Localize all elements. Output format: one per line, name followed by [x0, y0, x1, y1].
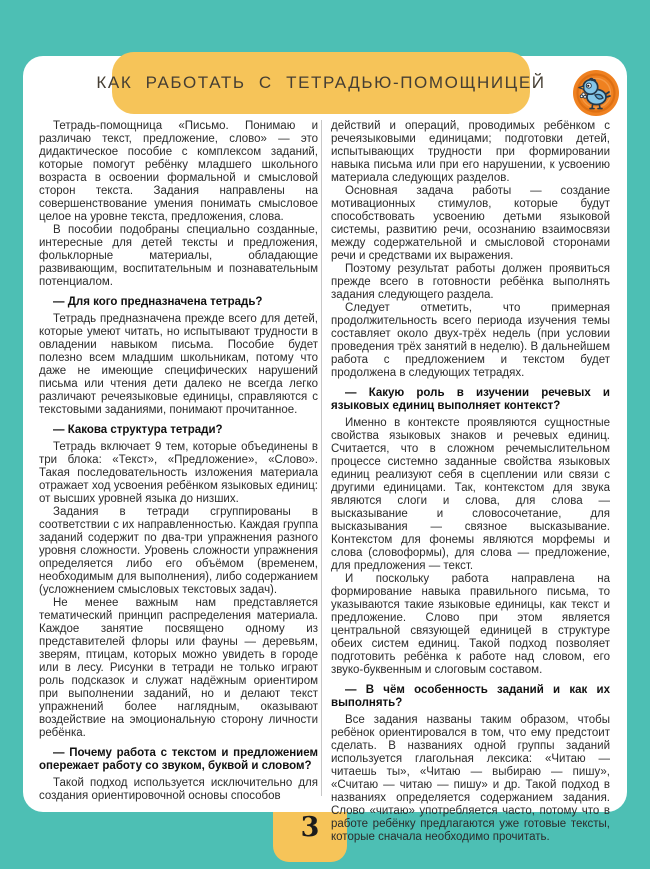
body-paragraph: Не менее важным нам представляется тематический принцип распределения материала. Каждое занятие посвящено одному из представителей флоры или фауны — деревьям, зверям, птицам, которых можно увидеть в городе или в лесу. Рисунки в тетради не только играют роль подсказок и служат надёжным ориентиром при выполнении заданий, но и делают текст упражнений более наглядным, оказывают воздействие на эмоциональную сторону личности ребёнка. [39, 597, 318, 739]
body-paragraph: Поэтому результат работы должен проявиться прежде всего в готовности ребёнка выполнять задания следующего раздела. [331, 263, 610, 301]
content-card [23, 56, 627, 843]
page-title: КАК РАБОТАТЬ С ТЕТРАДЬЮ-ПОМОЩНИЦЕЙ [96, 73, 546, 92]
body-paragraph: Тетрадь включает 9 тем, которые объединены в три блока: «Текст», «Предложение», «Слово». Такая последовательность изложения материала отражает ход усвоения ребёнком языковых единиц: от высших уровней языка до низших. [39, 441, 318, 505]
body-paragraph: Основная задача работы — создание мотивационных стимулов, которые будут способствовать усвоению детьми языковой системы, развитию речи, осознанию взаимосвязи между содержательной и смысловой сторонами речи и средствами их выражения. [331, 185, 610, 262]
section-heading: — Для кого предназначена тетрадь? [53, 296, 263, 308]
section-heading: — Какую роль в изучении речевых и языковых единиц выполняет контекст? [331, 387, 610, 412]
section-heading: — В чём особенность заданий и как их выполнять? [331, 684, 610, 709]
title-banner [96, 52, 546, 114]
body-paragraph: Все задания названы таким образом, чтобы ребёнок ориентировался в том, что ему предстоит сделать. В названиях одной группы заданий используется глагольная лексика: «Читаю — читаешь ты», «Читаю — выбираю — пишу», «Считаю — читаю — пишу» и др. Такой подход в названиях определяется содержанием задания. Слово «читаю» употребляется часто, потому что в работе ребёнку предлагаются уже готовые тексты, которые сначала необходимо прочитать. [331, 714, 610, 843]
bird-icon [573, 70, 619, 116]
body-paragraph: Тетрадь предназначена прежде всего для детей, которые умеют читать, но испытывают трудности в овладении навыком письма. Пособие будет полезно всем младшим школьникам, потому что даже не имеющие специфических нарушений письма или чтения дети далеко не всегда легко различают речеязыковые единицы, справляются с текстовыми заданиями, понимают прочитанное. [39, 313, 318, 416]
column-divider [321, 120, 322, 796]
body-paragraph: Тетрадь-помощница «Письмо. Понимаю и различаю текст, предложение, слово» — это дидактическое пособие с комплексом заданий, которые помогут ребёнку младшего школьного возраста в освоении формальной и смысловой сторон текста. Задания направлены на совершенствование умения понимать смысловое целое на уровне текста, предложения, слова. [39, 120, 318, 223]
body-paragraph: Следует отметить, что примерная продолжительность всего периода изучения темы составляет около двух-трёх недель (при условии проведения трёх занятий в неделю). В дальнейшем работа с предложением и текстом будет продолжена в следующих тетрадях. [331, 302, 610, 379]
text-columns [39, 120, 611, 843]
body-paragraph: Именно в контексте проявляются сущностные свойства языковых знаков и речевых единиц. Считается, что в сложном речемыслительном процессе системно заданные свойства языковых единиц реализуют себя в сцеплении или связи с другими единицами. Так, контекстом для звука являются слоги и слова, для слова — высказывание и словосочетание, для высказывания — связное высказывание. Контекстом для фонемы являются морфемы и слова (словоформы), для слова — предложение, для предложения — текст. [331, 417, 610, 572]
body-paragraph: И поскольку работа направлена на формирование навыка правильного письма, то указываются такие языковые единицы, как текст и предложение. Слово при этом является центральной связующей единицей в структуре обеих систем единиц. Такой подход позволяет подготовить ребёнка к работе над словом, его звуко-буквенным и слоговым составом. [331, 573, 610, 676]
section-heading: — Почему работа с текстом и предложением опережает работу со звуком, буквой и словом? [39, 747, 318, 772]
left-column [39, 120, 318, 812]
section-heading: — Какова структура тетради? [53, 424, 223, 436]
right-column [331, 120, 610, 843]
body-paragraph: действий и операций, проводимых ребёнком с речеязыковыми единицами; подготовки детей, испытывающих трудности при формировании навыка письма или при его нарушении, к усвоению материала следующих разделов. [331, 120, 610, 184]
body-paragraph: В пособии подобраны специально созданные, интересные для детей тексты и предложения, фольклорные материалы, обладающие развивающим, воспитательным и познавательным потенциалом. [39, 224, 318, 288]
body-paragraph: Задания в тетради сгруппированы в соответствии с их направленностью. Каждая группа заданий содержит по два-три упражнения разного уровня сложности. Уровень сложности упражнения определяется либо его объёмом (временем, необходимым для выполнения), либо содержанием (усложнением смысловых текстовых задач). [39, 506, 318, 596]
page-number: 3 [300, 812, 320, 843]
body-paragraph: Такой подход используется исключительно для создания ориентировочной основы способов [39, 777, 318, 802]
bird-badge [573, 70, 619, 116]
